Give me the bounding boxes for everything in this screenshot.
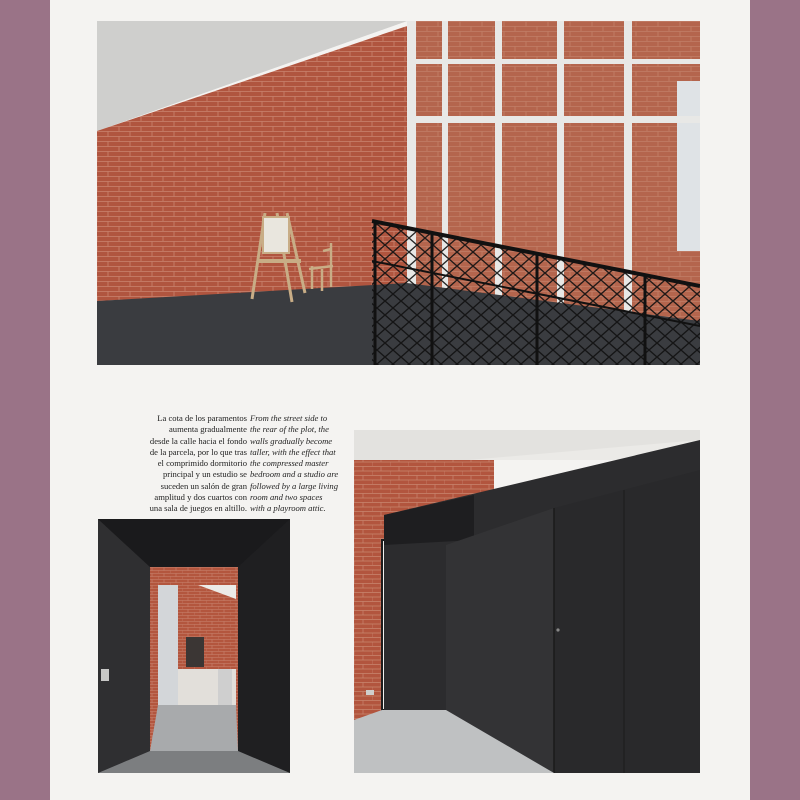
photo-dark-corridor <box>98 519 290 773</box>
photo-brick-hall <box>97 21 700 365</box>
caption-spanish: La cota de los paramentos aumenta gradualmente desde la calle hacia el fondo de la parcela, por lo que tras el comprimido dormitorio principal y un estudio se suceden un salón de gran amplitud y dos cuartos con una sala de juegos en altillo. <box>149 413 247 514</box>
magazine-page <box>50 0 750 800</box>
brick-hall-illustration <box>97 21 700 365</box>
caption-english: From the street side to the rear of the plot, the walls gradually become taller, with the effect that the compressed master bedroom and a studio are followed by a large living room and two spaces with a playroom attic. <box>250 413 339 514</box>
black-volume-illustration <box>354 430 700 773</box>
photo-black-volume <box>354 430 700 773</box>
dark-corridor-illustration <box>98 519 290 773</box>
